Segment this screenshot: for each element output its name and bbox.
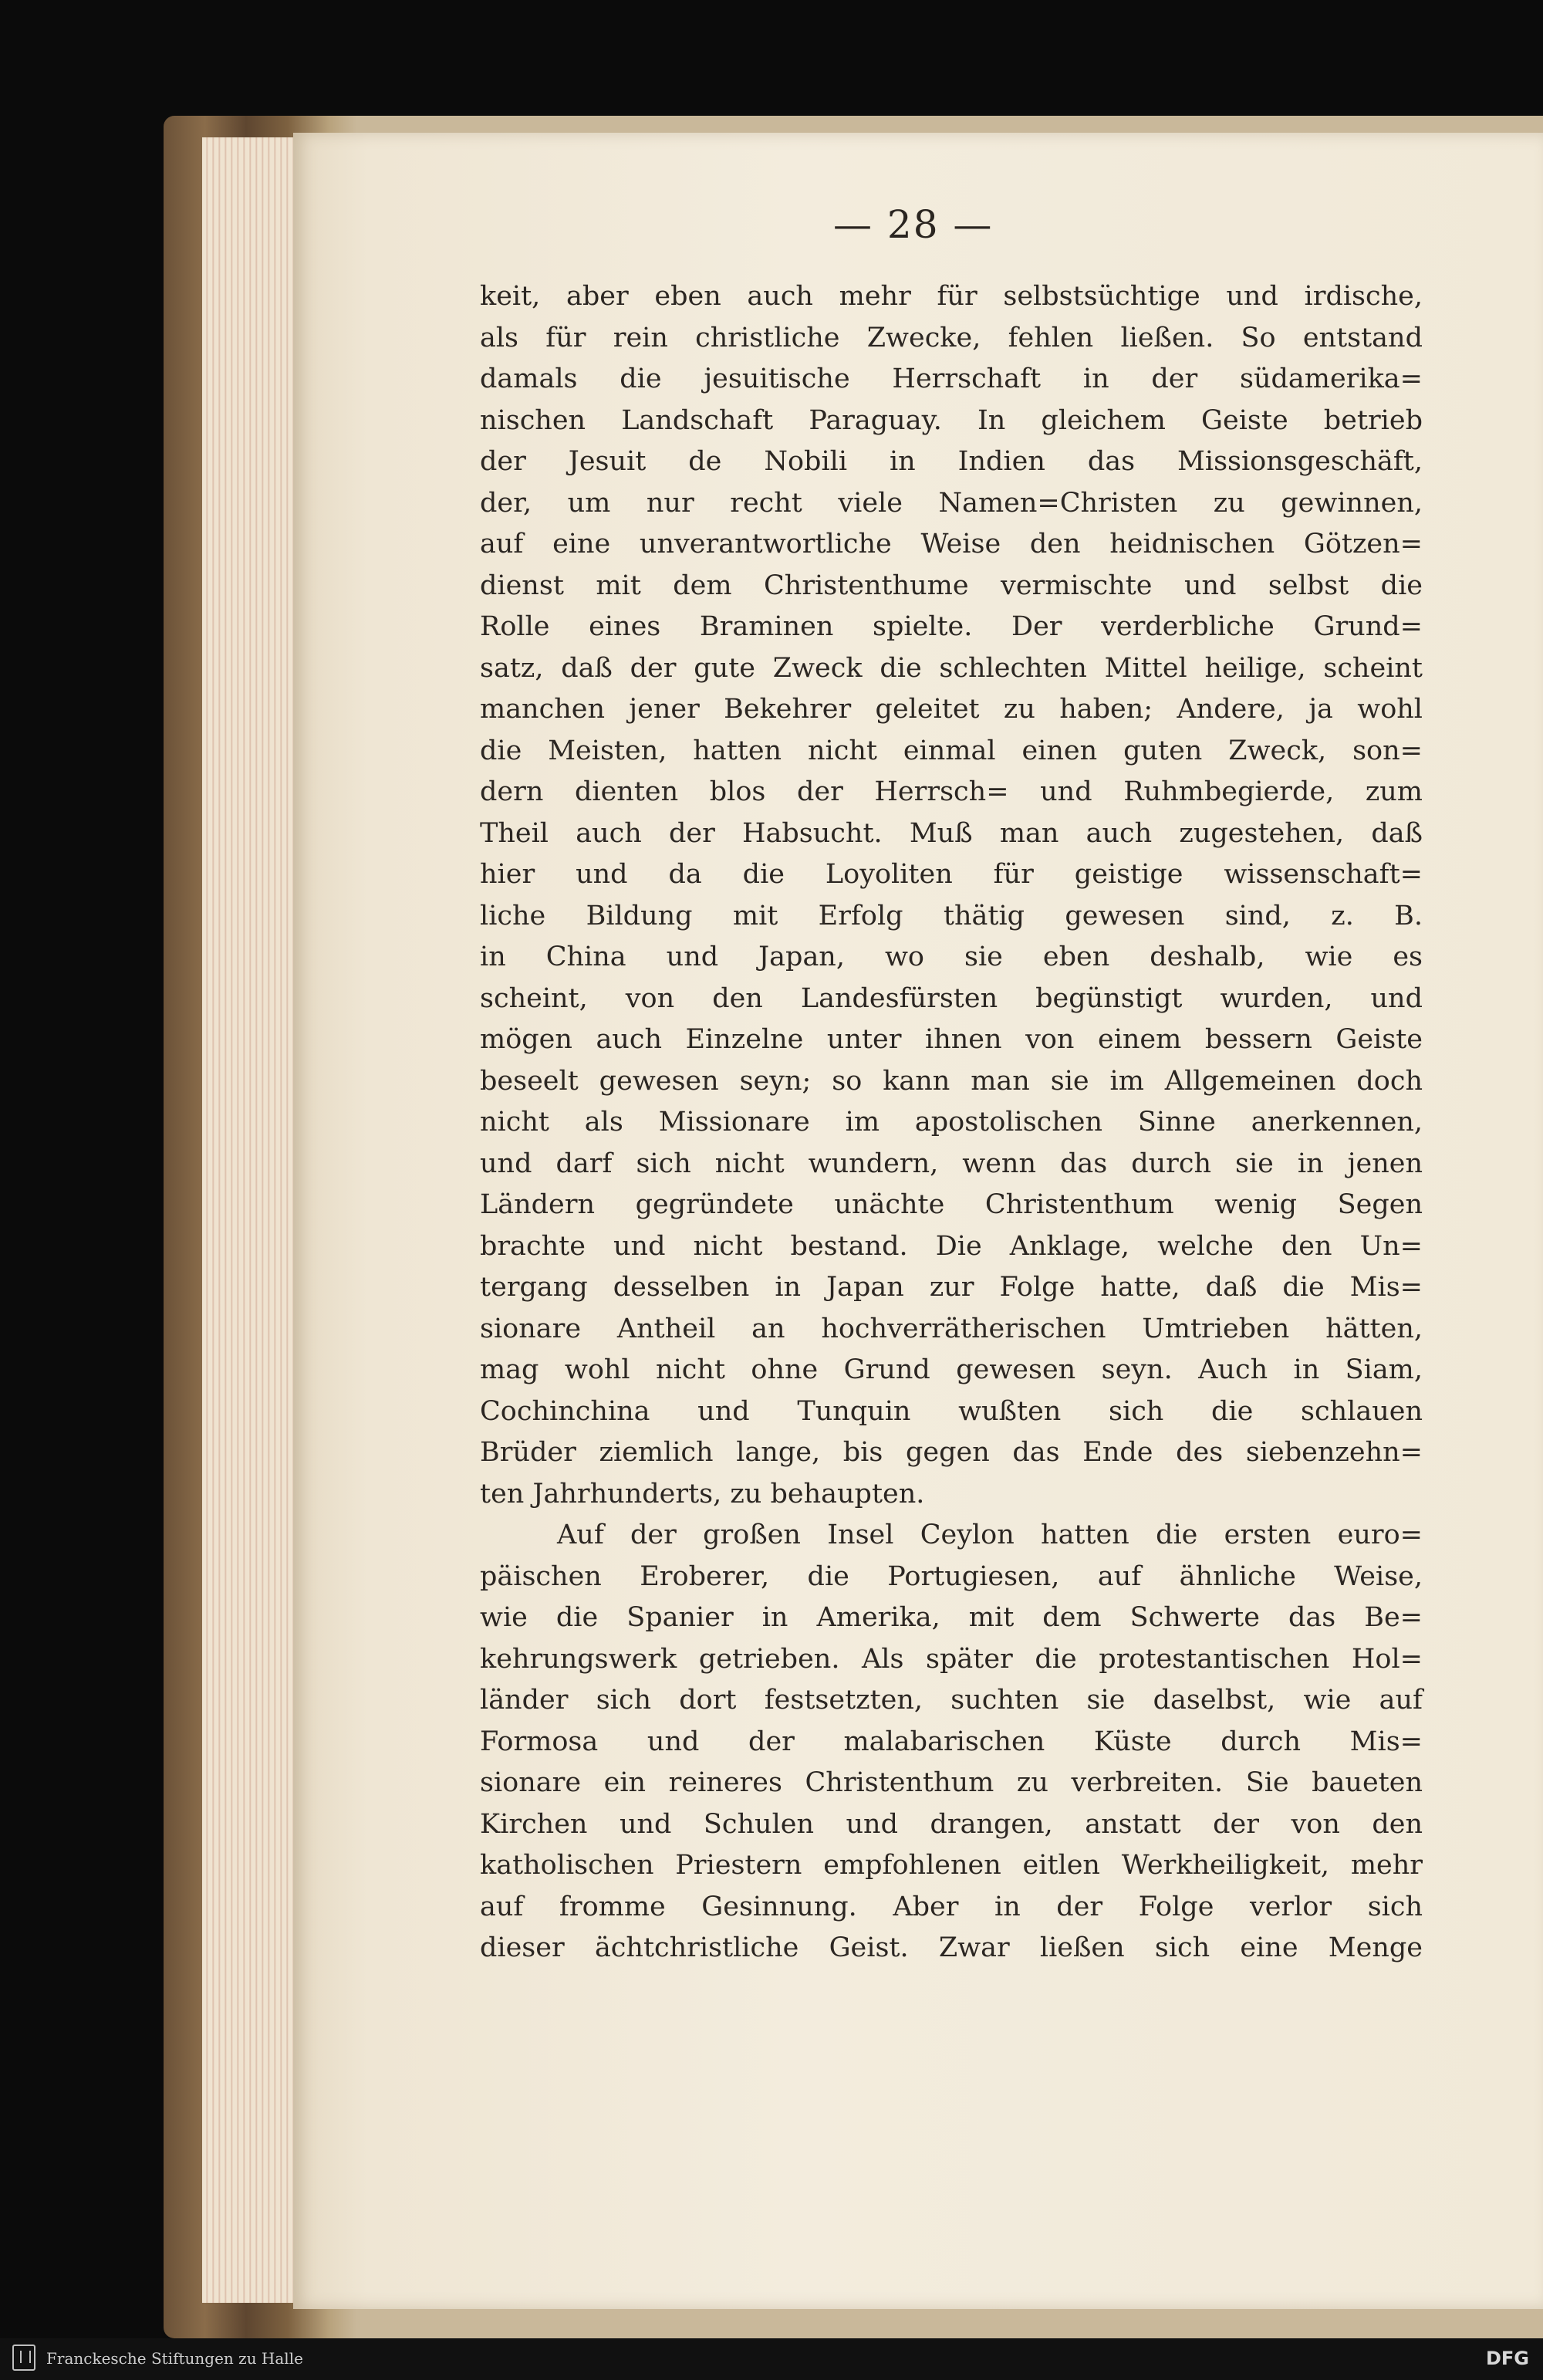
text-line: dienst mit dem Christenthume vermischte und selbst die: [480, 570, 1423, 601]
text-line: Formosa und der malabarischen Küste durch Mis=: [480, 1726, 1423, 1757]
text-line: Ländern gegründete unächte Christenthum wenig Segen: [480, 1189, 1423, 1220]
text-line: dern dienten blos der Herrsch= und Ruhmbegierde, zum: [480, 776, 1423, 807]
text-line: auf fromme Gesinnung. Aber in der Folge verlor sich: [480, 1891, 1423, 1922]
text-line: auf eine unverantwortliche Weise den heidnischen Götzen=: [480, 529, 1423, 560]
text-line: beseelt gewesen seyn; so kann man sie im Allgemeinen doch: [480, 1065, 1423, 1097]
text-line: mögen auch Einzelne unter ihnen von einem bessern Geiste: [480, 1024, 1423, 1055]
text-line: damals die jesuitische Herrschaft in der südamerika=: [480, 363, 1423, 394]
text-line: in China und Japan, wo sie eben deshalb, wie es: [480, 942, 1423, 972]
page-number: — 28 —: [833, 202, 994, 247]
text-line: hier und da die Loyoliten für geistige wissenschaft=: [480, 859, 1423, 890]
text-line: sionare ein reineres Christenthum zu verbreiten. Sie baueten: [480, 1767, 1423, 1798]
dfg-mark: DFG: [1485, 2348, 1529, 2369]
text-line: tergang desselben in Japan zur Folge hatte, daß die Mis=: [480, 1272, 1423, 1303]
text-line: nischen Landschaft Paraguay. In gleichem Geiste betrieb: [480, 404, 1423, 436]
body-text: [480, 276, 1423, 1969]
text-line: länder sich dort festsetzten, suchten sie daselbst, wie auf: [480, 1685, 1423, 1716]
institution-name: Franckesche Stiftungen zu Halle: [46, 2349, 303, 2368]
text-line: der Jesuit de Nobili in Indien das Missionsgeschäft,: [480, 446, 1423, 477]
text-line: wie die Spanier in Amerika, mit dem Schwerte das Be=: [480, 1602, 1423, 1633]
text-line: keit, aber eben auch mehr für selbstsüchtige und irdische,: [480, 281, 1423, 312]
text-line: und darf sich nicht wundern, wenn das durch sie in jenen: [480, 1148, 1423, 1179]
text-line: manchen jener Bekehrer geleitet zu haben; Andere, ja wohl: [480, 694, 1423, 725]
text-line: sionare Antheil an hochverrätherischen Umtrieben hätten,: [480, 1313, 1423, 1344]
text-line: als für rein christliche Zwecke, fehlen ließen. So entstand: [480, 322, 1423, 353]
text-line: Cochinchina und Tunquin wußten sich die schlauen: [480, 1395, 1423, 1427]
text-line: päischen Eroberer, die Portugiesen, auf ähnliche Weise,: [480, 1560, 1423, 1592]
text-line: scheint, von den Landesfürsten begünstigt wurden, und: [480, 982, 1423, 1014]
text-line: brachte und nicht bestand. Die Anklage, welche den Un=: [480, 1230, 1423, 1262]
text-line: Rolle eines Braminen spielte. Der verderbliche Grund=: [480, 611, 1423, 642]
text-line: liche Bildung mit Erfolg thätig gewesen sind, z. B.: [480, 900, 1423, 931]
text-line: kehrungswerk getrieben. Als später die protestantischen Hol=: [480, 1643, 1423, 1675]
text-line: Kirchen und Schulen und drangen, anstatt der von den: [480, 1808, 1423, 1840]
institution-logo-icon: [12, 2345, 35, 2371]
text-line: nicht als Missionare im apostolischen Sinne anerkennen,: [480, 1107, 1423, 1138]
text-line: katholischen Priestern empfohlenen eitlen Werkheiligkeit, mehr: [480, 1850, 1423, 1881]
text-line: satz, daß der gute Zweck die schlechten Mittel heilige, scheint: [480, 652, 1423, 684]
text-line: dieser ächtchristliche Geist. Zwar ließen sich eine Menge: [480, 1932, 1423, 1963]
page-edges: [202, 137, 302, 2303]
text-line: die Meisten, hatten nicht einmal einen guten Zweck, son=: [480, 735, 1423, 766]
text-line: ten Jahrhunderts, zu behaupten.: [480, 1478, 925, 1509]
text-line: mag wohl nicht ohne Grund gewesen seyn. Auch in Siam,: [480, 1354, 1423, 1385]
footer-bar: [0, 2338, 1543, 2380]
text-line: Auf der großen Insel Ceylon hatten die ersten euro=: [557, 1520, 1423, 1550]
text-line: Theil auch der Habsucht. Muß man auch zugestehen, daß: [480, 817, 1423, 849]
text-line: der, um nur recht viele Namen=Christen zu gewinnen,: [480, 487, 1423, 519]
text-line: Brüder ziemlich lange, bis gegen das Ende des siebenzehn=: [480, 1437, 1423, 1468]
